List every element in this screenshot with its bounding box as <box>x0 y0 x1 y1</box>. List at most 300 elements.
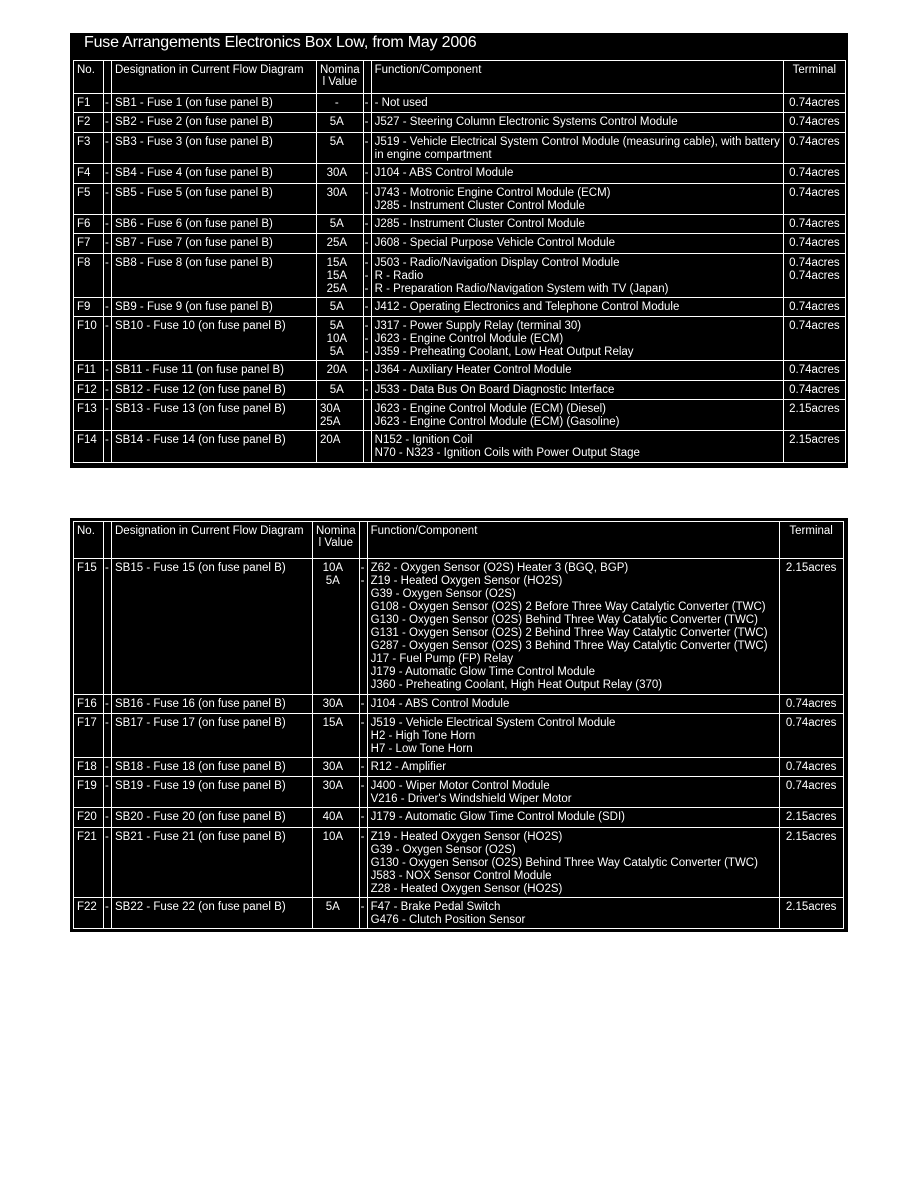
function-dash-cell <box>359 695 367 714</box>
designation-cell: SB15 - Fuse 15 (on fuse panel B) <box>112 559 313 695</box>
terminal-value: 0.74acres <box>785 761 837 773</box>
function-line: J17 - Fuel Pump (FP) Relay <box>370 653 514 665</box>
nominal-value: 30A <box>326 187 348 199</box>
table-row <box>74 559 844 695</box>
fuse-number-cell: F12 <box>74 381 104 400</box>
terminal-cell <box>783 133 845 164</box>
function-dash: - <box>360 761 365 773</box>
function-line: J179 - Automatic Glow Time Control Module (SDI) <box>370 811 626 823</box>
nominal-value: 30A <box>322 780 344 792</box>
fuse-table-block-1 <box>70 33 848 468</box>
terminal-cell <box>783 234 845 254</box>
function-dash-cell <box>363 113 371 133</box>
function-line: H2 - High Tone Horn <box>370 730 476 742</box>
designation-cell: SB2 - Fuse 2 (on fuse panel B) <box>112 113 317 133</box>
function-cell <box>367 828 779 898</box>
table-row <box>74 714 844 758</box>
nominal-value: 15A <box>322 717 344 729</box>
header-nominal-line-2: l Value <box>318 537 353 549</box>
table-row <box>74 898 844 929</box>
table-row <box>74 215 846 234</box>
fuse-dash-cell: - <box>104 381 112 400</box>
function-dash: - <box>360 901 365 913</box>
fuse-dash-cell: - <box>104 828 112 898</box>
designation-cell: SB19 - Fuse 19 (on fuse panel B) <box>112 777 313 808</box>
nominal-value-cell <box>313 559 360 695</box>
function-cell <box>371 254 783 298</box>
fuse-dash-cell: - <box>104 777 112 808</box>
function-cell <box>371 113 783 133</box>
nominal-value: 25A <box>326 283 348 295</box>
nominal-value-cell <box>317 133 364 164</box>
function-dash: - <box>364 187 369 199</box>
terminal-cell <box>783 215 845 234</box>
table-row <box>74 695 844 714</box>
nominal-value: 30A <box>322 761 344 773</box>
designation-cell: SB14 - Fuse 14 (on fuse panel B) <box>112 431 317 463</box>
fuse-number-cell: F8 <box>74 254 104 298</box>
function-dash: - <box>364 136 369 148</box>
fuse-dash-cell: - <box>104 431 112 463</box>
function-line: J623 - Engine Control Module (ECM) (Gasoline) <box>374 416 620 428</box>
header-spacer <box>104 522 112 559</box>
function-line: J623 - Engine Control Module (ECM) (Diesel) <box>374 403 607 415</box>
nominal-value-cell <box>317 361 364 381</box>
fuse-dash-cell: - <box>104 254 112 298</box>
function-line: N70 - N323 - Ignition Coils with Power Output Stage <box>374 447 640 459</box>
function-dash: - <box>364 346 369 358</box>
function-line: G130 - Oxygen Sensor (O2S) Behind Three Way Catalytic Converter (TWC) <box>370 614 758 626</box>
designation-cell: SB13 - Fuse 13 (on fuse panel B) <box>112 400 317 431</box>
function-line: J364 - Auxiliary Heater Control Module <box>374 364 572 376</box>
fuse-table-block-2 <box>70 518 848 932</box>
terminal-value: 0.74acres <box>785 698 837 710</box>
header-no: No. <box>74 61 104 94</box>
function-line: R - Preparation Radio/Navigation System with TV (Japan) <box>374 283 669 295</box>
fuse-dash-cell: - <box>104 695 112 714</box>
terminal-value: 0.74acres <box>785 717 837 729</box>
function-line: - Not used <box>374 97 428 109</box>
header-designation: Designation in Current Flow Diagram <box>112 61 317 94</box>
designation-cell: SB11 - Fuse 11 (on fuse panel B) <box>112 361 317 381</box>
function-cell <box>367 559 779 695</box>
nominal-value: 30A <box>322 698 344 710</box>
designation-cell: SB4 - Fuse 4 (on fuse panel B) <box>112 164 317 184</box>
designation-cell: SB20 - Fuse 20 (on fuse panel B) <box>112 808 313 828</box>
function-dash: - <box>360 562 365 574</box>
function-dash: - <box>364 283 369 295</box>
designation-cell: SB17 - Fuse 17 (on fuse panel B) <box>112 714 313 758</box>
function-line: H7 - Low Tone Horn <box>370 743 473 755</box>
nominal-value-cell <box>313 808 360 828</box>
table-header-row <box>74 61 846 94</box>
nominal-value-cell <box>313 898 360 929</box>
function-dash-cell <box>363 381 371 400</box>
function-cell <box>371 184 783 215</box>
function-line: G130 - Oxygen Sensor (O2S) Behind Three Way Catalytic Converter (TWC) <box>370 857 758 869</box>
header-nominal-value <box>313 522 360 559</box>
terminal-cell <box>783 254 845 298</box>
function-line: J608 - Special Purpose Vehicle Control Module <box>374 237 616 249</box>
function-cell <box>371 215 783 234</box>
function-line: G39 - Oxygen Sensor (O2S) <box>370 844 516 856</box>
fuse-number-cell: F13 <box>74 400 104 431</box>
fuse-dash-cell: - <box>104 714 112 758</box>
fuse-dash-cell: - <box>104 215 112 234</box>
header-no: No. <box>74 522 104 559</box>
nominal-value: 40A <box>322 811 344 823</box>
function-dash-cell <box>363 133 371 164</box>
function-dash: - <box>360 811 365 823</box>
function-line: G108 - Oxygen Sensor (O2S) 2 Before Three Way Catalytic Converter (TWC) <box>370 601 766 613</box>
nominal-value: 10A <box>322 562 344 574</box>
designation-cell: SB16 - Fuse 16 (on fuse panel B) <box>112 695 313 714</box>
header-nominal-line-1: Nomina <box>320 64 360 76</box>
function-dash-cell <box>359 777 367 808</box>
function-line: J104 - ABS Control Module <box>374 167 514 179</box>
function-cell <box>367 758 779 777</box>
function-dash: - <box>364 301 369 313</box>
nominal-value-cell <box>317 254 364 298</box>
function-line: J359 - Preheating Coolant, Low Heat Output Relay <box>374 346 634 358</box>
designation-cell: SB22 - Fuse 22 (on fuse panel B) <box>112 898 313 929</box>
table-row <box>74 777 844 808</box>
designation-cell: SB3 - Fuse 3 (on fuse panel B) <box>112 133 317 164</box>
terminal-cell <box>783 184 845 215</box>
nominal-value-cell <box>317 113 364 133</box>
nominal-value-cell <box>313 714 360 758</box>
table-row <box>74 254 846 298</box>
fuse-dash-cell: - <box>104 113 112 133</box>
fuse-dash-cell: - <box>104 133 112 164</box>
fuse-dash-cell: - <box>104 317 112 361</box>
designation-cell: SB10 - Fuse 10 (on fuse panel B) <box>112 317 317 361</box>
nominal-value-cell <box>317 298 364 317</box>
fuse-dash-cell: - <box>104 400 112 431</box>
function-cell <box>367 714 779 758</box>
function-line: G131 - Oxygen Sensor (O2S) 2 Behind Three Way Catalytic Converter (TWC) <box>370 627 768 639</box>
nominal-value-cell <box>317 234 364 254</box>
table-row <box>74 164 846 184</box>
function-dash: - <box>364 384 369 396</box>
table-row <box>74 184 846 215</box>
function-line: J533 - Data Bus On Board Diagnostic Interface <box>374 384 615 396</box>
function-line: G39 - Oxygen Sensor (O2S) <box>370 588 516 600</box>
terminal-value: 0.74acres <box>789 187 840 199</box>
function-dash: - <box>364 320 369 332</box>
terminal-value: 2.15acres <box>789 434 840 446</box>
nominal-value-cell <box>317 164 364 184</box>
designation-cell: SB5 - Fuse 5 (on fuse panel B) <box>112 184 317 215</box>
function-line: R12 - Amplifier <box>370 761 447 773</box>
terminal-value: 0.74acres <box>789 237 840 249</box>
function-line: J519 - Vehicle Electrical System Control Module (measuring cable), with battery <box>374 136 780 148</box>
function-dash: - <box>364 333 369 345</box>
table-row <box>74 758 844 777</box>
terminal-value: 0.74acres <box>789 320 840 332</box>
table-row <box>74 808 844 828</box>
header-nominal-value <box>317 61 364 94</box>
terminal-cell <box>783 381 845 400</box>
function-dash-cell <box>363 298 371 317</box>
terminal-cell <box>779 898 843 929</box>
terminal-cell <box>783 94 845 113</box>
function-cell <box>371 94 783 113</box>
fuse-dash-cell: - <box>104 234 112 254</box>
function-line: V216 - Driver's Windshield Wiper Motor <box>370 793 572 805</box>
fuse-number-cell: F6 <box>74 215 104 234</box>
terminal-cell <box>783 431 845 463</box>
table-row <box>74 298 846 317</box>
fuse-dash-cell: - <box>104 94 112 113</box>
function-cell <box>371 317 783 361</box>
fuse-number-cell: F1 <box>74 94 104 113</box>
function-dash: - <box>360 780 365 792</box>
nominal-value-cell <box>317 400 364 431</box>
function-line: J104 - ABS Control Module <box>370 698 510 710</box>
terminal-value: 2.15acres <box>785 562 837 574</box>
terminal-cell <box>783 164 845 184</box>
terminal-cell <box>783 361 845 381</box>
function-cell <box>367 777 779 808</box>
nominal-value: 5A <box>329 301 344 313</box>
function-line: J743 - Motronic Engine Control Module (ECM) <box>374 187 611 199</box>
terminal-value: 0.74acres <box>789 257 840 269</box>
nominal-value-cell <box>317 317 364 361</box>
terminal-value: 0.74acres <box>789 116 840 128</box>
nominal-value: 5A <box>329 116 344 128</box>
nominal-value: 25A <box>320 416 341 428</box>
document-title: Fuse Arrangements Electronics Box Low, from May 2006 <box>84 34 477 51</box>
table-row <box>74 133 846 164</box>
function-dash-cell <box>359 898 367 929</box>
table-row <box>74 828 844 898</box>
terminal-cell <box>779 758 843 777</box>
terminal-value: 0.74acres <box>789 364 840 376</box>
function-cell <box>371 431 783 463</box>
fuse-number-cell: F18 <box>74 758 104 777</box>
function-line: G476 - Clutch Position Sensor <box>370 914 526 926</box>
function-dash: - <box>364 364 369 376</box>
function-cell <box>367 808 779 828</box>
terminal-value: 0.74acres <box>789 301 840 313</box>
terminal-cell <box>783 298 845 317</box>
function-line: in engine compartment <box>374 149 492 161</box>
fuse-number-cell: F5 <box>74 184 104 215</box>
function-dash-cell <box>363 184 371 215</box>
fuse-dash-cell: - <box>104 559 112 695</box>
function-line: J179 - Automatic Glow Time Control Module <box>370 666 595 678</box>
function-dash: - <box>364 97 369 109</box>
function-dash-cell <box>363 164 371 184</box>
table-row <box>74 113 846 133</box>
fuse-number-cell: F16 <box>74 695 104 714</box>
nominal-value-cell <box>317 184 364 215</box>
table-row <box>74 234 846 254</box>
header-spacer <box>363 61 371 94</box>
fuse-number-cell: F9 <box>74 298 104 317</box>
designation-cell: SB12 - Fuse 12 (on fuse panel B) <box>112 381 317 400</box>
function-line: N152 - Ignition Coil <box>374 434 473 446</box>
terminal-cell <box>779 777 843 808</box>
function-line: R - Radio <box>374 270 424 282</box>
fuse-number-cell: F22 <box>74 898 104 929</box>
function-dash-cell <box>359 559 367 695</box>
fuse-dash-cell: - <box>104 298 112 317</box>
table-row <box>74 381 846 400</box>
terminal-cell <box>779 714 843 758</box>
function-cell <box>371 164 783 184</box>
nominal-value-cell <box>313 777 360 808</box>
nominal-value: 25A <box>326 237 348 249</box>
terminal-value: 0.74acres <box>789 218 840 230</box>
fuse-number-cell: F17 <box>74 714 104 758</box>
terminal-value: 0.74acres <box>789 97 840 109</box>
function-line: Z62 - Oxygen Sensor (O2S) Heater 3 (BGQ, BGP) <box>370 562 629 574</box>
function-line: Z28 - Heated Oxygen Sensor (HO2S) <box>370 883 563 895</box>
nominal-value-cell <box>313 828 360 898</box>
table-row <box>74 94 846 113</box>
fuse-number-cell: F11 <box>74 361 104 381</box>
function-cell <box>371 381 783 400</box>
terminal-value: 0.74acres <box>789 167 840 179</box>
designation-cell: SB9 - Fuse 9 (on fuse panel B) <box>112 298 317 317</box>
function-line: G287 - Oxygen Sensor (O2S) 3 Behind Three Way Catalytic Converter (TWC) <box>370 640 768 652</box>
function-dash: - <box>364 116 369 128</box>
header-function: Function/Component <box>371 61 783 94</box>
fuse-number-cell: F10 <box>74 317 104 361</box>
table-header-row <box>74 522 844 559</box>
nominal-value-cell <box>317 431 364 463</box>
function-line: J583 - NOX Sensor Control Module <box>370 870 552 882</box>
function-dash-cell <box>363 215 371 234</box>
nominal-value: 5A <box>329 320 344 332</box>
function-cell <box>371 133 783 164</box>
nominal-value: 5A <box>325 575 340 587</box>
fuse-number-cell: F2 <box>74 113 104 133</box>
header-spacer <box>104 61 112 94</box>
function-dash: - <box>360 717 365 729</box>
fuse-number-cell: F4 <box>74 164 104 184</box>
function-line: J412 - Operating Electronics and Telephone Control Module <box>374 301 680 313</box>
fuse-number-cell: F7 <box>74 234 104 254</box>
function-line: J527 - Steering Column Electronic Systems Control Module <box>374 116 678 128</box>
table-row <box>74 400 846 431</box>
header-terminal: Terminal <box>779 522 843 559</box>
function-cell <box>371 361 783 381</box>
header-spacer <box>359 522 367 559</box>
fuse-number-cell: F3 <box>74 133 104 164</box>
function-line: J360 - Preheating Coolant, High Heat Output Relay (370) <box>370 679 663 691</box>
function-dash-cell <box>363 317 371 361</box>
function-line: F47 - Brake Pedal Switch <box>370 901 501 913</box>
fuse-table-1 <box>73 60 846 463</box>
function-line: J285 - Instrument Cluster Control Module <box>374 218 585 230</box>
function-cell <box>367 695 779 714</box>
function-line: J317 - Power Supply Relay (terminal 30) <box>374 320 582 332</box>
nominal-value: 5A <box>329 346 344 358</box>
fuse-dash-cell: - <box>104 758 112 777</box>
function-dash-cell <box>363 234 371 254</box>
table-row <box>74 317 846 361</box>
nominal-value-cell <box>317 215 364 234</box>
function-dash: - <box>364 270 369 282</box>
nominal-value: 20A <box>326 364 348 376</box>
terminal-value: 0.74acres <box>789 270 840 282</box>
function-line: Z19 - Heated Oxygen Sensor (HO2S) <box>370 831 563 843</box>
function-line: J519 - Vehicle Electrical System Control Module <box>370 717 616 729</box>
nominal-value: 15A <box>326 257 348 269</box>
nominal-value: 5A <box>329 384 344 396</box>
function-dash: - <box>364 218 369 230</box>
function-dash-cell <box>359 808 367 828</box>
function-dash: - <box>364 237 369 249</box>
function-cell <box>371 400 783 431</box>
function-dash-cell <box>363 94 371 113</box>
designation-cell: SB21 - Fuse 21 (on fuse panel B) <box>112 828 313 898</box>
function-dash: - <box>360 831 365 843</box>
terminal-cell <box>779 695 843 714</box>
fuse-number-cell: F21 <box>74 828 104 898</box>
terminal-cell <box>783 317 845 361</box>
fuse-dash-cell: - <box>104 164 112 184</box>
nominal-value: 5A <box>325 901 340 913</box>
fuse-dash-cell: - <box>104 808 112 828</box>
nominal-value-cell <box>317 381 364 400</box>
function-cell <box>371 234 783 254</box>
function-line: J400 - Wiper Motor Control Module <box>370 780 550 792</box>
nominal-value-cell <box>313 695 360 714</box>
terminal-value: 2.15acres <box>785 811 837 823</box>
function-dash-cell <box>363 431 371 463</box>
designation-cell: SB7 - Fuse 7 (on fuse panel B) <box>112 234 317 254</box>
nominal-value: 10A <box>326 333 348 345</box>
fuse-number-cell: F20 <box>74 808 104 828</box>
nominal-value: 30A <box>320 403 341 415</box>
fuse-dash-cell: - <box>104 361 112 381</box>
nominal-value-cell <box>317 94 364 113</box>
function-dash-cell <box>359 758 367 777</box>
function-dash-cell <box>359 828 367 898</box>
designation-cell: SB18 - Fuse 18 (on fuse panel B) <box>112 758 313 777</box>
function-dash: - <box>360 698 365 710</box>
fuse-number-cell: F14 <box>74 431 104 463</box>
fuse-dash-cell: - <box>104 898 112 929</box>
terminal-value: 0.74acres <box>785 780 837 792</box>
nominal-value: 10A <box>322 831 344 843</box>
function-cell <box>371 298 783 317</box>
function-line: J503 - Radio/Navigation Display Control Module <box>374 257 620 269</box>
terminal-cell <box>779 808 843 828</box>
header-nominal-line-2: l Value <box>322 76 357 88</box>
nominal-value: 20A <box>320 434 341 446</box>
terminal-cell <box>783 113 845 133</box>
function-dash: - <box>364 167 369 179</box>
function-dash: - <box>364 257 369 269</box>
terminal-value: 0.74acres <box>789 384 840 396</box>
function-dash-cell <box>363 361 371 381</box>
function-dash-cell <box>363 400 371 431</box>
designation-cell: SB1 - Fuse 1 (on fuse panel B) <box>112 94 317 113</box>
nominal-value: 5A <box>329 218 344 230</box>
terminal-value: 0.74acres <box>789 136 840 148</box>
nominal-value: 5A <box>329 136 344 148</box>
function-cell <box>367 898 779 929</box>
terminal-cell <box>779 828 843 898</box>
fuse-number-cell: F15 <box>74 559 104 695</box>
function-line: Z19 - Heated Oxygen Sensor (HO2S) <box>370 575 563 587</box>
function-dash-cell <box>359 714 367 758</box>
